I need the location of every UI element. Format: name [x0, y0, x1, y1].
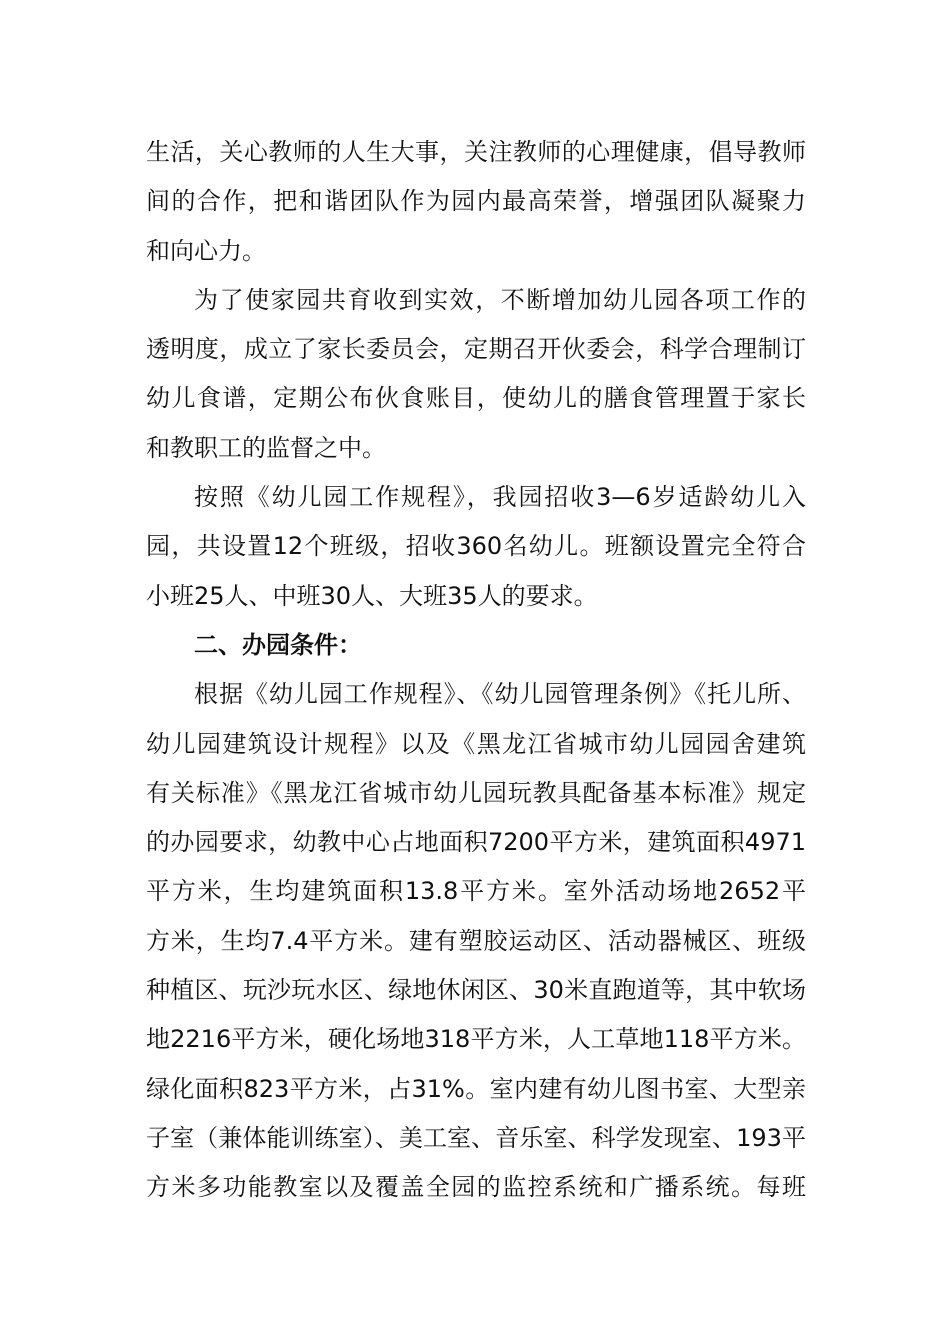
section-heading: 二、办园条件： [194, 630, 362, 659]
text-line: 和向心力。 [146, 236, 266, 265]
text-line: 幼儿食谱，定期公布伙食账目，使幼儿的膳食管理置于家长 [146, 384, 806, 413]
text-line: 地2216平方米，硬化场地318平方米，人工草地118平方米。 [146, 1025, 806, 1054]
paragraph-first-line: 为了使家园共育收到实效，不断增加幼儿园各项工作的 [194, 285, 806, 314]
text-line: 园，共设置12个班级，招收360名幼儿。班额设置完全符合 [146, 532, 806, 561]
text-line: 的办园要求，幼教中心占地面积7200平方米，建筑面积4971 [146, 828, 806, 857]
text-line: 子室（兼体能训练室）、美工室、音乐室、科学发现室、193平 [146, 1123, 806, 1152]
text-line: 和教职工的监督之中。 [146, 433, 386, 462]
text-line: 生活，关心教师的人生大事，关注教师的心理健康，倡导教师 [146, 138, 806, 166]
text-line: 间的合作，把和谐团队作为园内最高荣誉，增强团队凝聚力 [146, 187, 806, 216]
text-line: 平方米，生均建筑面积13.8平方米。室外活动场地2652平 [146, 877, 806, 906]
paragraph-first-line: 按照《幼儿园工作规程》，我园招收3—6岁适龄幼儿入 [194, 483, 806, 512]
paragraph-first-line: 根据《幼儿园工作规程》、《幼儿园管理条例》《托儿所、 [194, 680, 806, 709]
text-line: 小班25人、中班30人、大班35人的要求。 [146, 581, 598, 610]
text-line: 方米，生均7.4平方米。建有塑胶运动区、活动器械区、班级 [146, 926, 806, 955]
text-line: 种植区、玩沙玩水区、绿地休闲区、30米直跑道等，其中软场 [146, 976, 806, 1005]
text-line: 有关标准》《黑龙江省城市幼儿园玩教具配备基本标准》规定 [146, 778, 806, 807]
text-line: 绿化面积823平方米，占31%。室内建有幼儿图书室、大型亲 [146, 1074, 806, 1103]
text-line: 透明度，成立了家长委员会，定期召开伙委会，科学合理制订 [146, 335, 806, 364]
text-line: 幼儿园建筑设计规程》以及《黑龙江省城市幼儿园园舍建筑 [146, 729, 806, 758]
document-body [146, 128, 806, 1213]
text-line: 方米多功能教室以及覆盖全园的监控系统和广播系统。每班 [146, 1173, 806, 1202]
